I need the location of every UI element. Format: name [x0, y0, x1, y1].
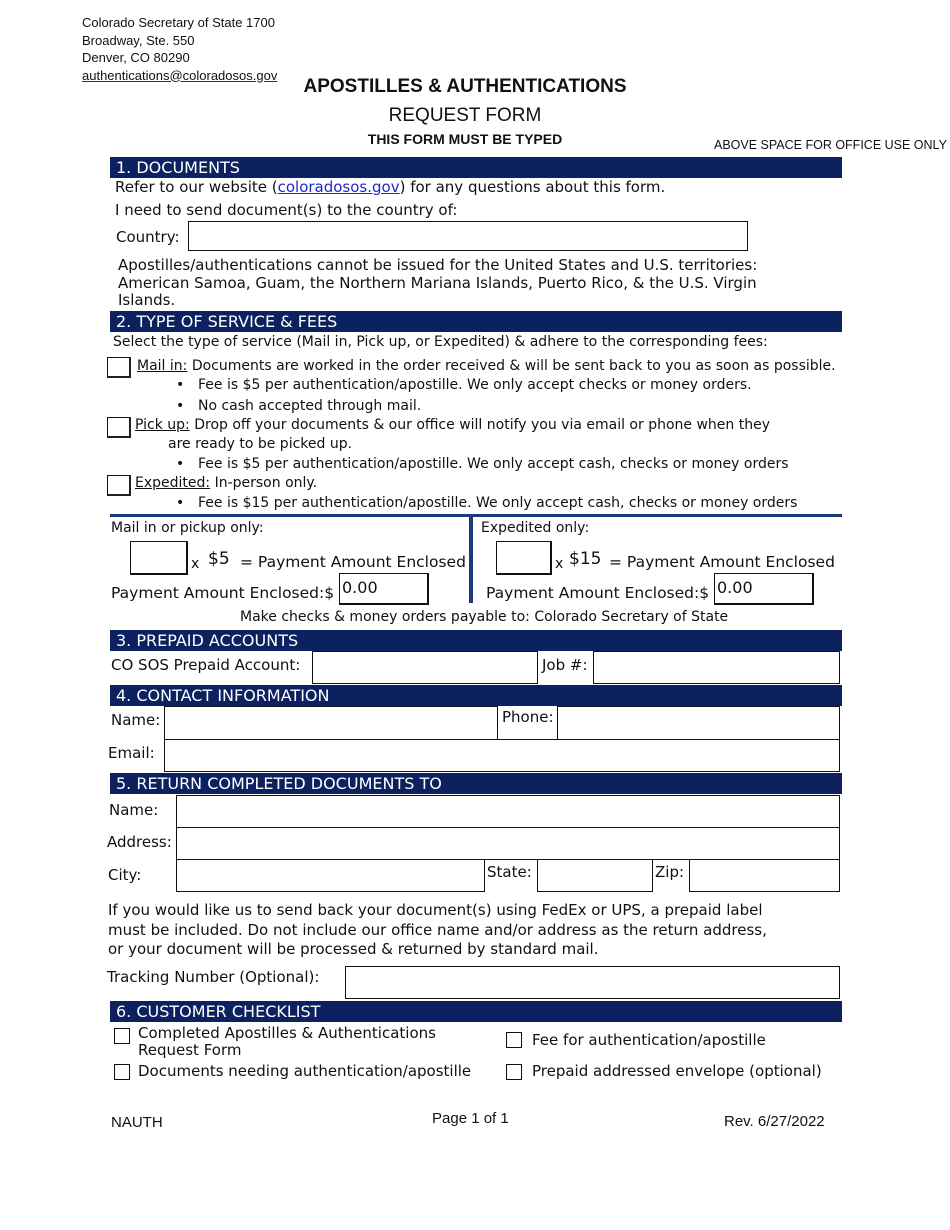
territories-notice [118, 257, 757, 310]
mail-pickup-only-label: Mail in or pickup only: [111, 520, 264, 536]
territories-line-3: Islands. [118, 291, 176, 309]
return-state-input[interactable] [537, 859, 653, 892]
mail-quantity-input[interactable] [130, 541, 188, 575]
checklist-documents-checkbox[interactable] [114, 1064, 130, 1080]
fedex-line-3: or your document will be processed & returned by standard mail. [108, 940, 599, 958]
expedited-payment-label: Payment Amount Enclosed:$ [486, 584, 710, 602]
pick-up-label: Pick up: [135, 417, 190, 433]
prepaid-account-label: CO SOS Prepaid Account: [111, 656, 301, 674]
checklist-envelope-checkbox[interactable] [506, 1064, 522, 1080]
expedited-payment-input[interactable] [714, 573, 814, 605]
mail-in-bullet-2: • No cash accepted through mail. [176, 398, 422, 414]
pick-up-description: Drop off your documents & our office will notify you via email or phone when they [189, 417, 770, 433]
territories-line-1: Apostilles/authentications cannot be issued for the United States and U.S. territories: [118, 256, 758, 274]
job-number-input[interactable] [593, 651, 840, 684]
expedited-description: In-person only. [210, 475, 318, 491]
pick-up-description-2: are ready to be picked up. [168, 436, 353, 452]
office-address [82, 14, 277, 84]
fedex-notice [108, 901, 767, 960]
service-instruction: Select the type of service (Mail in, Pick up, or Expedited) & adhere to the corresponding fees: [113, 334, 768, 350]
expedited-payment-value: 0.00 [717, 578, 753, 597]
mail-fee-amount: $5 [208, 549, 230, 569]
mail-in-label: Mail in: [137, 358, 188, 374]
address-line-2: Broadway, Ste. 550 [82, 32, 195, 48]
expedited-equals-payment: = Payment Amount Enclosed [609, 553, 835, 571]
refer-suffix: ) for any questions about this form. [399, 178, 666, 196]
pick-up-checkbox[interactable] [107, 417, 131, 438]
fedex-line-1: If you would like us to send back your document(s) using FedEx or UPS, a prepaid label [108, 901, 763, 919]
pick-up-bullet-1-text: Fee is $5 per authentication/apostille. We only accept cash, checks or money orders [198, 456, 789, 472]
mail-equals-payment: = Payment Amount Enclosed [240, 553, 466, 571]
fedex-line-2: must be included. Do not include our office name and/or address as the return address, [108, 920, 767, 939]
address-line-1: Colorado Secretary of State 1700 [82, 15, 275, 30]
payable-note: Make checks & money orders payable to: Colorado Secretary of State [240, 609, 729, 625]
checklist-fee-checkbox[interactable] [506, 1032, 522, 1048]
office-email-link[interactable]: authentications@coloradosos.gov [82, 67, 278, 83]
section-documents-heading: 1. DOCUMENTS [110, 157, 842, 178]
return-city-input[interactable] [176, 859, 485, 892]
pick-up-bullet-1: • Fee is $5 per authentication/apostille. We only accept cash, checks or money orders [176, 456, 789, 472]
prepaid-account-input[interactable] [312, 651, 538, 684]
fee-divider-top [110, 514, 842, 517]
mail-payment-label: Payment Amount Enclosed:$ [111, 584, 335, 602]
expedited-bullet-1-text: Fee is $15 per authentication/apostille. We only accept cash, checks or money orders [198, 495, 798, 511]
expedited-label: Expedited: [135, 475, 211, 491]
section-return-heading: 5. RETURN COMPLETED DOCUMENTS TO [110, 773, 842, 794]
mail-in-checkbox[interactable] [107, 357, 131, 378]
section-contact-heading: 4. CONTACT INFORMATION [110, 685, 842, 706]
expedited-only-label: Expedited only: [481, 520, 590, 536]
refer-prefix: Refer to our website ( [115, 178, 278, 196]
return-city-label: City: [108, 866, 142, 884]
contact-name-label: Name: [111, 711, 161, 729]
address-line-3: Denver, CO 80290 [82, 50, 190, 65]
form-subtitle: REQUEST FORM [388, 105, 542, 126]
checklist-item-1-line-1: Completed Apostilles & Authentications [138, 1024, 436, 1042]
pick-up-text [135, 417, 770, 433]
typed-notice: THIS FORM MUST BE TYPED [367, 131, 563, 147]
form-title: APOSTILLES & AUTHENTICATIONS [303, 76, 627, 97]
website-reference [115, 178, 665, 196]
contact-email-label: Email: [108, 744, 155, 762]
return-address-input[interactable] [176, 827, 840, 860]
checklist-fee-text: Fee for authentication/apostille [532, 1031, 766, 1049]
return-name-input[interactable] [176, 795, 840, 828]
return-address-label: Address: [107, 833, 172, 851]
fee-divider-vertical [469, 517, 473, 603]
mail-in-bullet-2-text: No cash accepted through mail. [198, 398, 422, 414]
expedited-fee-amount: $15 [569, 549, 602, 569]
return-name-label: Name: [109, 801, 159, 819]
return-zip-input[interactable] [689, 859, 840, 892]
revision-date: Rev. 6/27/2022 [724, 1113, 825, 1130]
mail-in-bullet-1: • Fee is $5 per authentication/apostille. We only accept checks or money orders. [176, 377, 752, 393]
form-code: NAUTH [111, 1114, 163, 1131]
checklist-item-1-line-2: Request Form [138, 1041, 242, 1059]
mail-payment-input[interactable] [339, 573, 429, 605]
mail-in-description: Documents are worked in the order received & will be sent back to you as soon as possible. [187, 358, 836, 374]
mail-in-bullet-1-text: Fee is $5 per authentication/apostille. We only accept checks or money orders. [198, 377, 752, 393]
mail-in-text [137, 358, 836, 374]
return-zip-label: Zip: [655, 863, 685, 881]
country-label: Country: [116, 228, 180, 246]
expedited-text [135, 475, 317, 491]
mail-times-sign: x [191, 556, 200, 572]
website-link[interactable]: coloradosos.gov [277, 178, 400, 196]
need-to-send-text: I need to send document(s) to the country of: [115, 201, 458, 219]
tracking-number-input[interactable] [345, 966, 840, 999]
expedited-quantity-input[interactable] [496, 541, 552, 575]
expedited-times-sign: x [555, 556, 564, 572]
contact-email-input[interactable] [164, 739, 840, 772]
tracking-number-label: Tracking Number (Optional): [107, 968, 320, 986]
country-input[interactable] [188, 221, 748, 251]
checklist-request-form-text [138, 1025, 436, 1059]
office-use-notice: ABOVE SPACE FOR OFFICE USE ONLY [714, 138, 947, 152]
section-service-heading: 2. TYPE OF SERVICE & FEES [110, 311, 842, 332]
page-number: Page 1 of 1 [432, 1110, 509, 1127]
return-state-label: State: [487, 863, 532, 881]
expedited-bullet-1: • Fee is $15 per authentication/apostille. We only accept cash, checks or money orders [176, 495, 798, 511]
contact-name-input[interactable] [164, 706, 498, 740]
territories-line-2: American Samoa, Guam, the Northern Mariana Islands, Puerto Rico, & the U.S. Virgin [118, 273, 757, 292]
section-checklist-heading: 6. CUSTOMER CHECKLIST [110, 1001, 842, 1022]
contact-phone-input[interactable] [557, 706, 840, 740]
mail-payment-value: 0.00 [342, 578, 378, 597]
section-prepaid-heading: 3. PREPAID ACCOUNTS [110, 630, 842, 651]
job-number-label: Job #: [542, 656, 588, 674]
checklist-request-form-checkbox[interactable] [114, 1028, 130, 1044]
contact-phone-label: Phone: [502, 708, 554, 726]
checklist-envelope-text: Prepaid addressed envelope (optional) [532, 1062, 822, 1080]
expedited-checkbox[interactable] [107, 475, 131, 496]
checklist-documents-text: Documents needing authentication/apostille [138, 1062, 472, 1080]
